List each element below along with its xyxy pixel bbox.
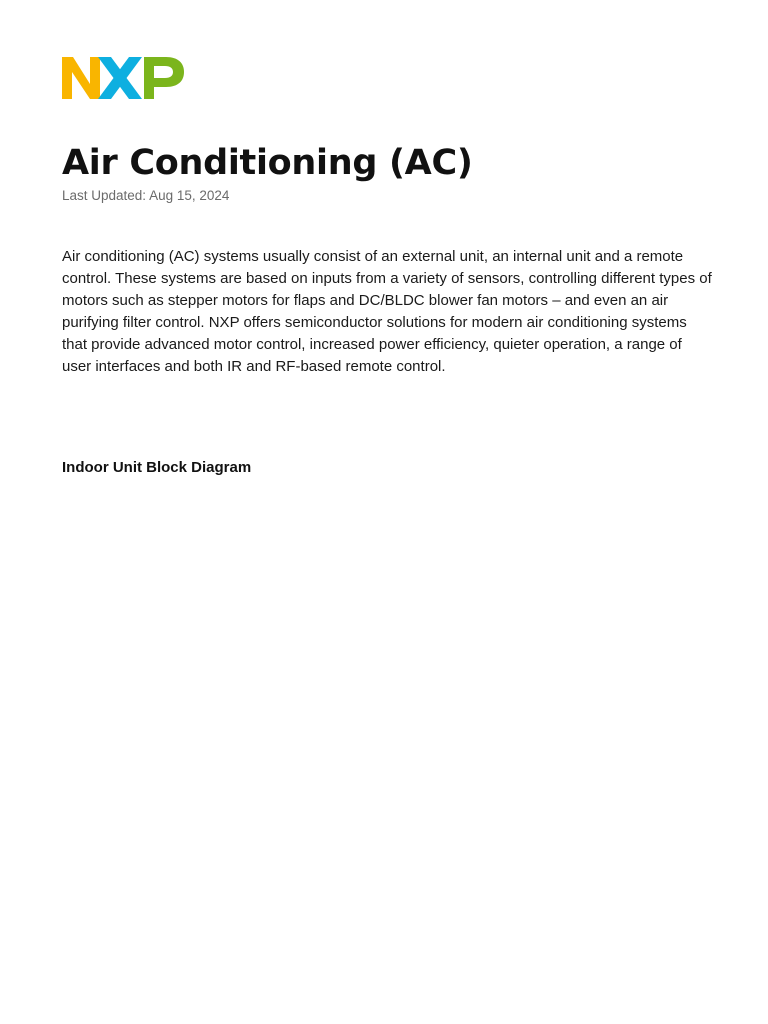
nxp-logo bbox=[62, 57, 184, 99]
section-heading-indoor-unit: Indoor Unit Block Diagram bbox=[62, 459, 252, 476]
intro-paragraph: Air conditioning (AC) systems usually consist of an external unit, an internal unit and a remote control. These systems are based on inputs from a variety of sensors, controlling different types of motors such as stepper motors for flaps and DC/BLDC blower fan motors – and even an air purifying filter control. NXP offers semiconductor solutions for modern air conditioning systems that provide advanced motor control, increased power efficiency, quieter operation, a range of user interfaces and both IR and RF-based remote control. bbox=[62, 248, 712, 375]
page-title: Air Conditioning (AC) bbox=[62, 143, 473, 183]
nxp-logo-icon bbox=[62, 57, 184, 99]
last-updated-date: Last Updated: Aug 15, 2024 bbox=[62, 188, 230, 203]
